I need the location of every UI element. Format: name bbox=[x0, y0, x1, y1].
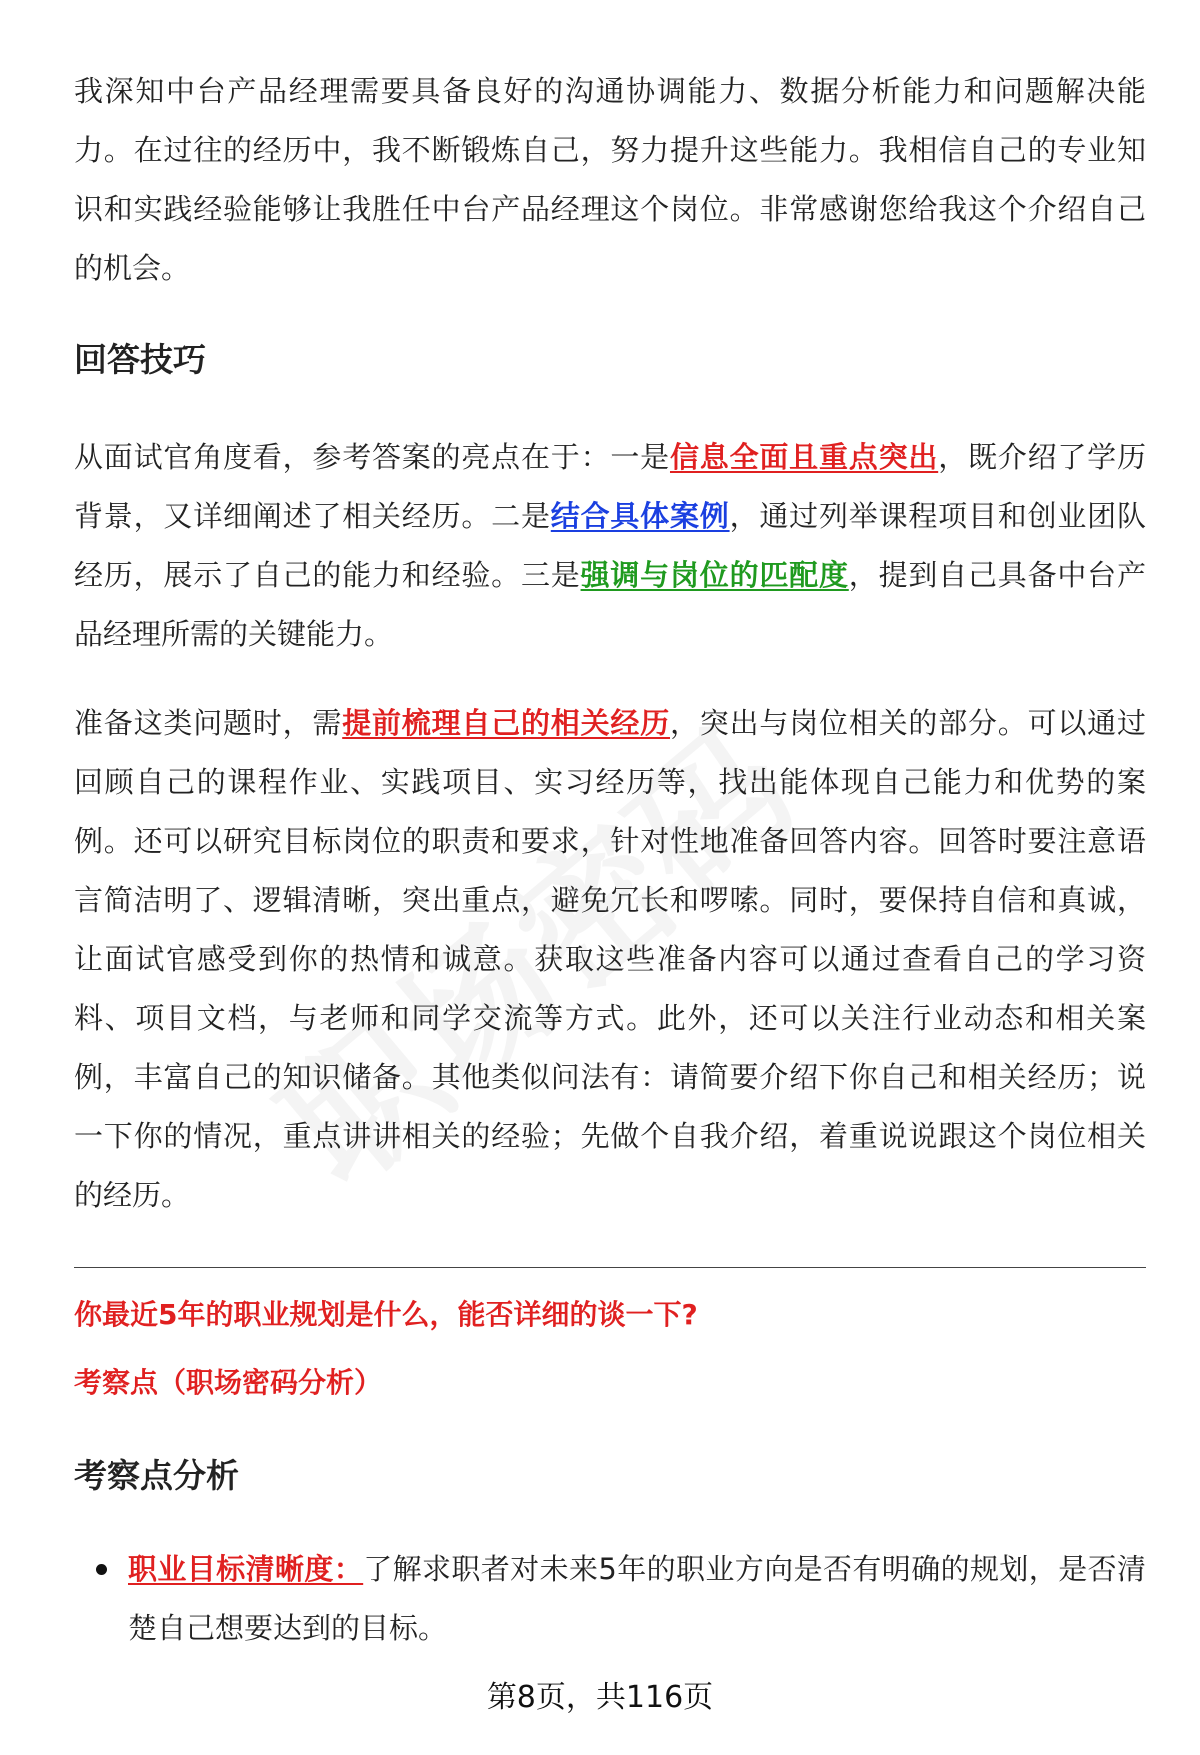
tips-p1-text-2: ，既介绍了学历背景，又详细阐述了相关经历。二是 bbox=[74, 440, 1146, 533]
analysis-heading: 考察点分析 bbox=[74, 1456, 239, 1495]
tips-p1-text-3: ，通过列举课程项目和创业团队经历，展示了自己的能力和经验。三是 bbox=[74, 499, 1146, 592]
highlight-concrete-cases: 结合具体案例 bbox=[550, 499, 730, 533]
bullet-icon bbox=[96, 1564, 107, 1575]
tips-p2-text-2: ，突出与岗位相关的部分。可以通过回顾自己的课程作业、实践项目、实习经历等，找出能体现自己能力和优势的案例。还可以研究目标岗位的职责和要求，针对性地准备回答内容。回答时要注意语言简洁明了、逻辑清晰，突出重点，避免冗长和啰嗦。同时，要保持自信和真诚，让面试官感受到你的热情和诚意。获取这些准备内容可以通过查看自己的学习资料、项目文档，与老师和同学交流等方式。此外，还可以关注行业动态和相关案例，丰富自己的知识储备。其他类似问法有：请简要介绍下你自己和相关经历；说一下你的情况，重点讲讲相关的经验；先做个自我介绍，着重说说跟这个岗位相关的经历。 bbox=[74, 706, 1146, 1212]
page-number: 第8页，共116页 bbox=[486, 1680, 714, 1715]
analysis-list bbox=[74, 1540, 1146, 1658]
tips-heading: 回答技巧 bbox=[74, 340, 206, 379]
highlight-sort-experience: 提前梳理自己的相关经历 bbox=[342, 706, 670, 740]
section-divider bbox=[74, 1267, 1146, 1268]
analysis-item-label: 职业目标清晰度： bbox=[128, 1552, 364, 1586]
tips-p2-text-1: 准备这类问题时，需 bbox=[74, 706, 343, 740]
tips-paragraph-2 bbox=[74, 694, 1146, 1225]
analysis-item-text: 了解求职者对未来5年的职业方向是否有明确的规划，是否清楚自己想要达到的目标。 bbox=[128, 1552, 1146, 1645]
tips-p1-text-4: ，提到自己具备中台产品经理所需的关键能力。 bbox=[74, 558, 1146, 651]
tips-p1-text-1: 从面试官角度看，参考答案的亮点在于：一是 bbox=[74, 440, 670, 474]
highlight-info-comprehensive: 信息全面且重点突出 bbox=[669, 440, 939, 474]
tips-paragraph-1 bbox=[74, 428, 1146, 664]
question-title: 你最近5年的职业规划是什么，能否详细的谈一下? bbox=[74, 1298, 698, 1331]
question-subtitle: 考察点（职场密码分析） bbox=[74, 1366, 383, 1399]
lead-paragraph: 我深知中台产品经理需要具备良好的沟通协调能力、数据分析能力和问题解决能力。在过往的经历中，我不断锻炼自己，努力提升这些能力。我相信自己的专业知识和实践经验能够让我胜任中台产品经理这个岗位。非常感谢您给我这个介绍自己的机会。 bbox=[74, 74, 1146, 285]
list-item bbox=[74, 1540, 1146, 1658]
document-content bbox=[74, 62, 1146, 1658]
highlight-job-match: 强调与岗位的匹配度 bbox=[580, 558, 849, 592]
